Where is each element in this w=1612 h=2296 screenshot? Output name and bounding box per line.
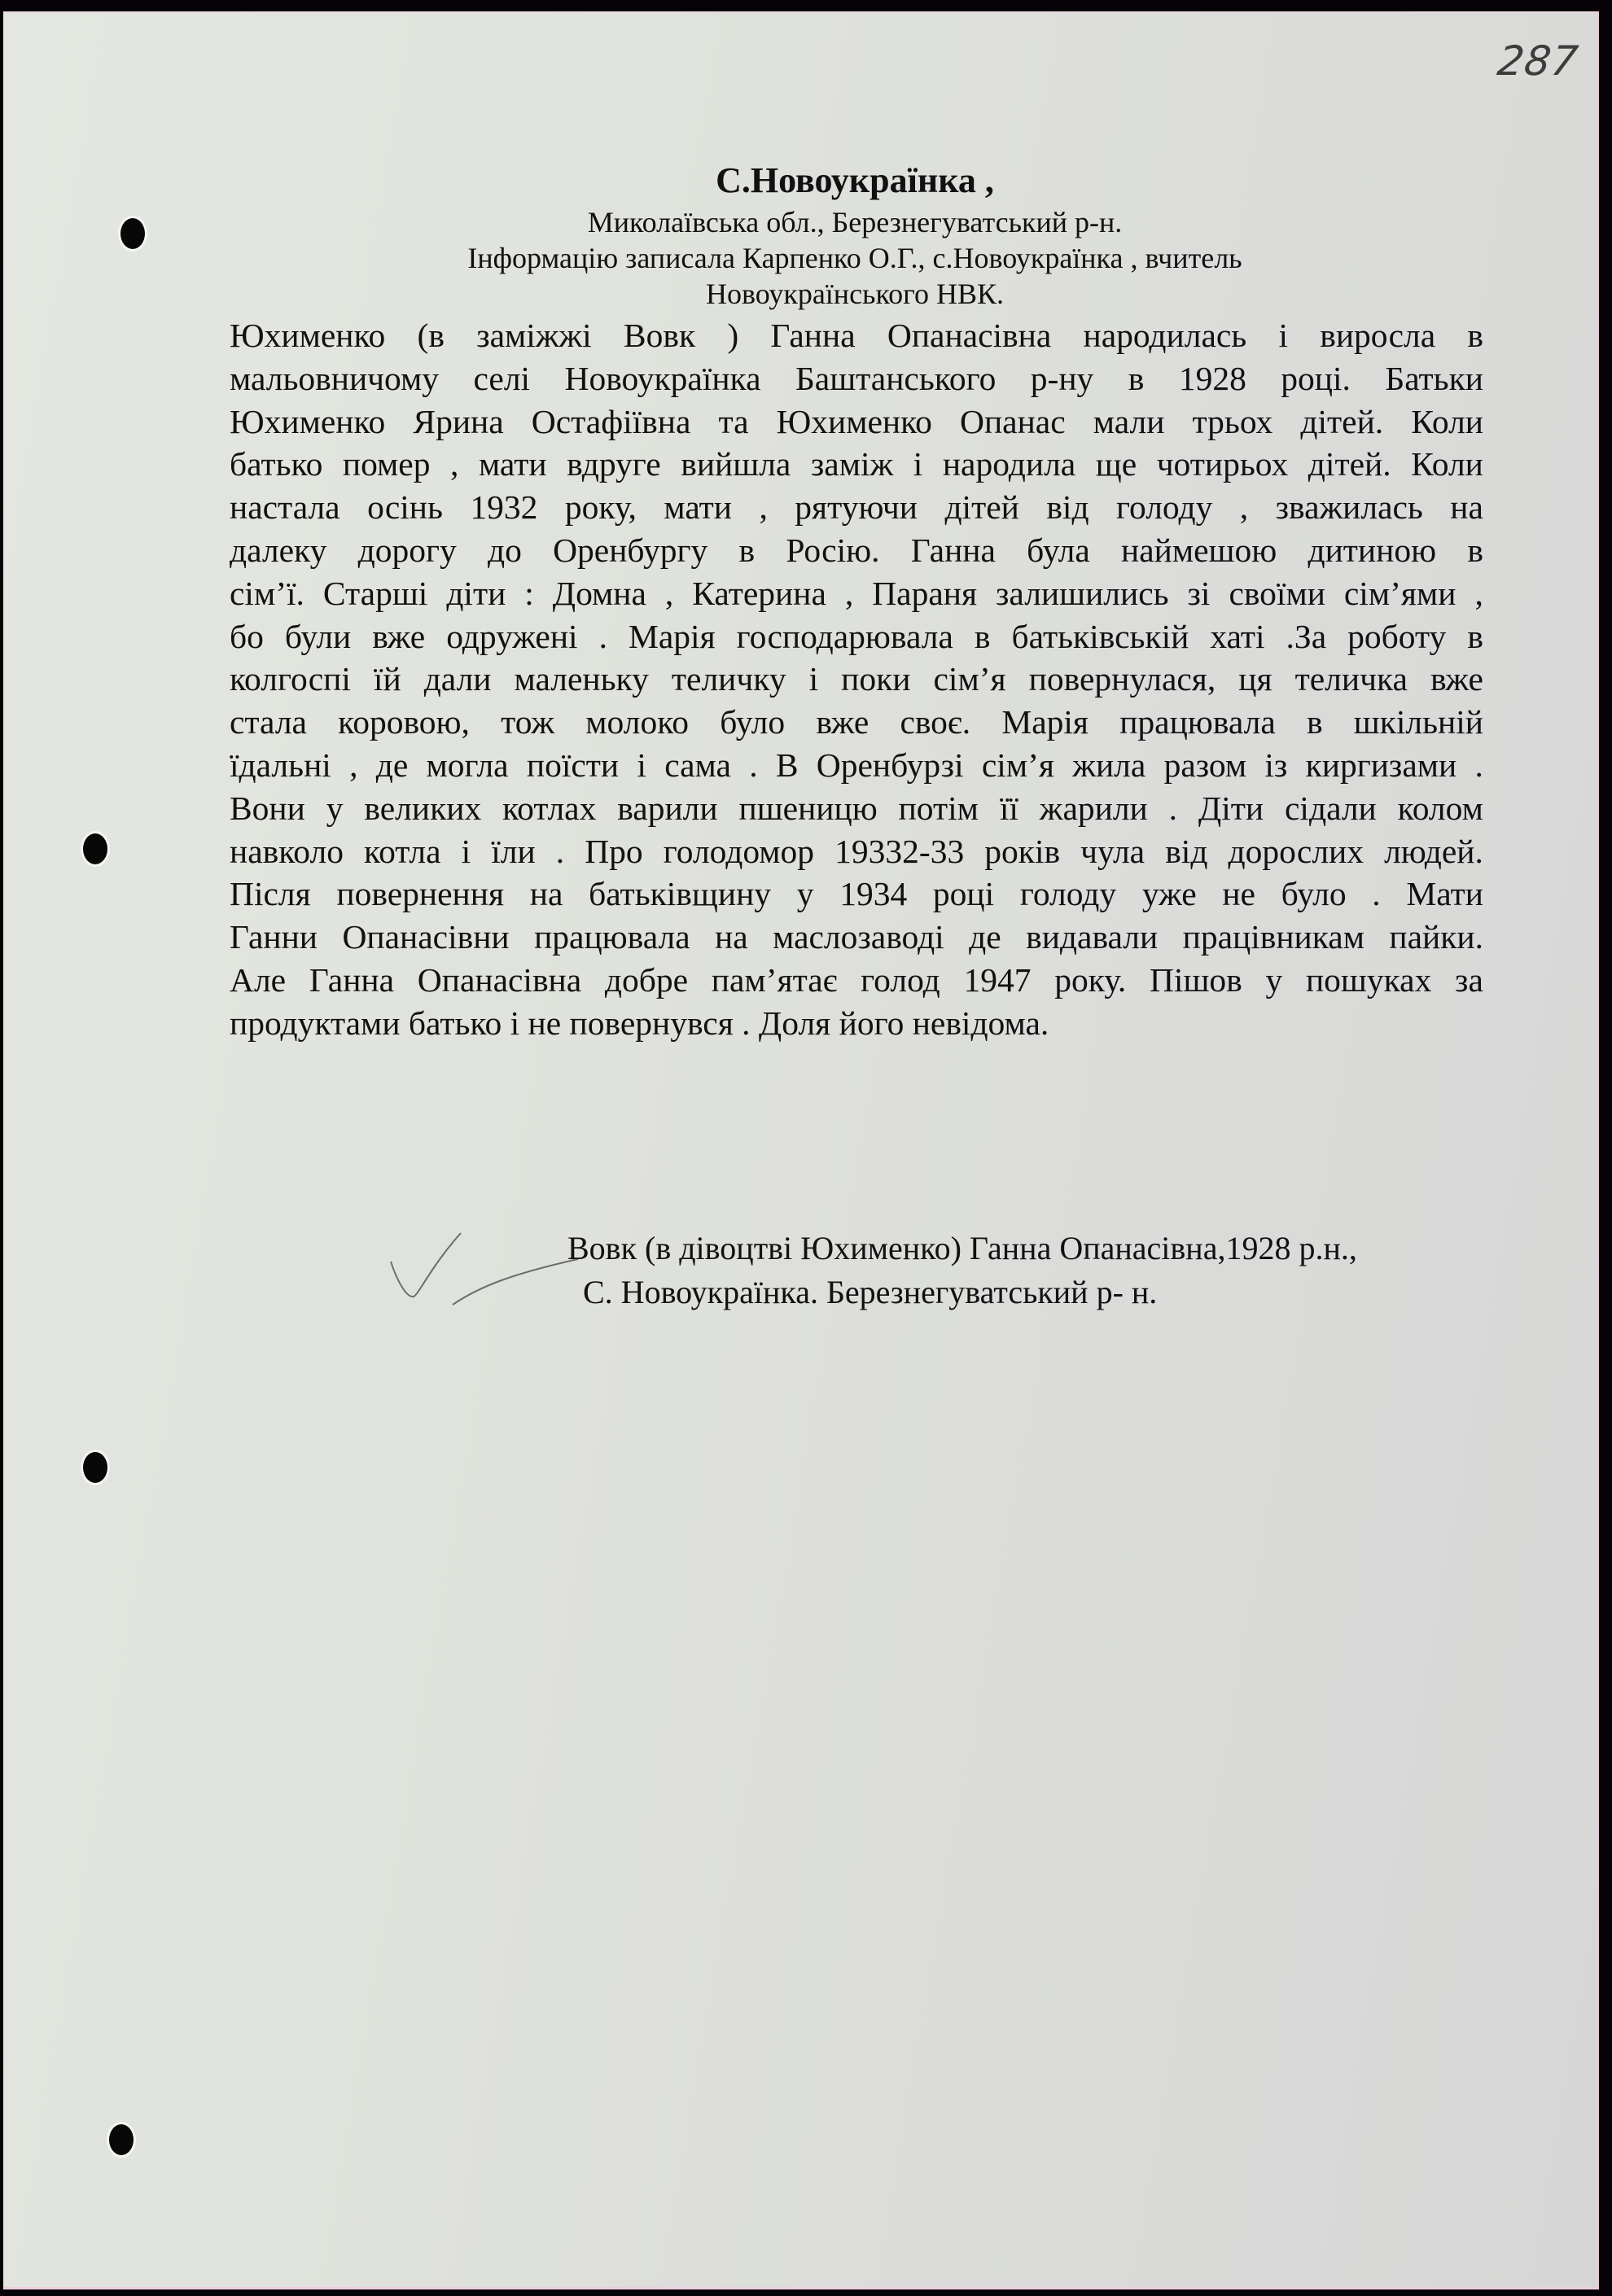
- body-word: Домна: [552, 574, 646, 612]
- body-word: людей.: [1384, 832, 1483, 870]
- body-word: у: [326, 789, 344, 827]
- body-line: [230, 701, 1483, 744]
- body-word: Юхименко: [230, 402, 386, 440]
- body-word: залишились: [996, 574, 1169, 612]
- body-word: рятуючи: [795, 488, 918, 527]
- body-word: .: [749, 746, 758, 784]
- body-word: Опанас: [960, 402, 1066, 440]
- body-word: поїсти: [526, 746, 620, 784]
- body-word: в: [1467, 317, 1483, 354]
- body-word: ,: [1239, 488, 1249, 527]
- body-word: не: [1222, 875, 1255, 913]
- body-word: зі: [1187, 574, 1211, 612]
- body-word: на: [715, 918, 748, 956]
- body-word: 1947: [963, 960, 1032, 999]
- body-word: далеку: [230, 531, 327, 569]
- body-word: року.: [1054, 960, 1127, 999]
- body-word: Ганна: [309, 960, 395, 999]
- body-word: були: [284, 617, 352, 655]
- body-line: [230, 443, 1483, 486]
- body-word: (в: [417, 317, 445, 354]
- body-line: [230, 572, 1483, 615]
- body-word: поки: [841, 660, 911, 698]
- body-word: дітей.: [1308, 445, 1391, 483]
- region-line: Миколаївська обл., Березнегуватський р-н.: [587, 206, 1123, 238]
- body-word: вже: [1430, 660, 1483, 698]
- body-word: Після: [230, 875, 311, 913]
- body-line: [230, 357, 1483, 400]
- body-word: сім’я: [933, 660, 1006, 698]
- body-word: добре: [604, 960, 689, 999]
- body-word: теличка: [1294, 660, 1408, 698]
- body-word: діти: [446, 574, 506, 612]
- body-word: .: [1168, 789, 1178, 827]
- body-word: батько: [230, 445, 323, 483]
- body-word: Ганни: [230, 918, 318, 956]
- body-word: ,: [450, 445, 459, 483]
- body-word: .: [1474, 746, 1483, 784]
- body-line: [230, 959, 1483, 1002]
- body-word: видавали: [1026, 918, 1159, 956]
- body-word: Оренбургу: [553, 531, 708, 569]
- body-word: сім’я: [981, 746, 1055, 784]
- body-word: на: [1450, 488, 1483, 527]
- body-line: [230, 872, 1483, 916]
- body-word: ): [727, 317, 739, 354]
- body-word: і: [637, 746, 646, 784]
- body-word: дітей: [944, 488, 1019, 527]
- body-word: жарили: [1039, 789, 1148, 827]
- body-word: батьківщину: [589, 875, 772, 913]
- body-word: Пішов: [1149, 960, 1242, 999]
- body-line: [230, 400, 1483, 444]
- body-word: великих: [364, 789, 482, 827]
- signature-line-1: Вовк (в дівоцтві Юхименко) Ганна Опанасівна,1928 р.н.,: [567, 1230, 1357, 1266]
- body-word: році: [932, 875, 995, 913]
- body-line: [230, 787, 1483, 830]
- body-word: сама: [664, 746, 731, 784]
- body-word: шкільній: [1353, 703, 1483, 741]
- body-word: Баштанського: [795, 359, 997, 397]
- punch-hole: [83, 1452, 107, 1483]
- body-word: колгоспі: [230, 660, 351, 698]
- testimony-body: [230, 314, 1483, 1045]
- body-word: пайки.: [1389, 918, 1483, 956]
- body-word: в: [1467, 617, 1483, 655]
- body-word: .: [598, 617, 607, 655]
- body-word: вийшла: [681, 445, 791, 483]
- body-word: тож: [501, 703, 555, 741]
- body-word: сім’ї.: [230, 574, 304, 612]
- body-word: народила: [942, 445, 1076, 483]
- body-word: мати: [664, 488, 733, 527]
- body-word: роботу: [1347, 617, 1447, 655]
- body-word: теличку: [671, 660, 786, 698]
- body-line: [230, 529, 1483, 572]
- body-word: де: [969, 918, 1001, 956]
- body-word: за: [1455, 960, 1483, 999]
- body-word: голоду: [1019, 875, 1117, 913]
- body-word: варили: [617, 789, 718, 827]
- body-word: дали: [423, 660, 492, 698]
- body-word: наймешою: [1121, 531, 1277, 569]
- body-word: ,: [844, 574, 854, 612]
- recorded-by-line: Інформацію записала Карпенко О.Г., с.Новоукраїнка , вчитель: [467, 242, 1242, 274]
- body-word: осінь: [367, 488, 443, 527]
- body-word: Опанасівна: [417, 960, 582, 999]
- body-word: Вони: [230, 789, 305, 827]
- body-word: В: [775, 746, 799, 784]
- body-word: 1928: [1178, 359, 1246, 397]
- body-word: років: [984, 832, 1061, 870]
- body-word: .: [1372, 875, 1381, 913]
- body-line: [230, 916, 1483, 959]
- body-word: своїми: [1229, 574, 1325, 612]
- body-word: Новоукраїнка: [564, 359, 761, 397]
- body-word: 1934: [839, 875, 908, 913]
- body-line: [230, 830, 1483, 873]
- body-word: жила: [1072, 746, 1146, 784]
- body-word: хаті: [1210, 617, 1265, 655]
- body-line: [230, 744, 1483, 787]
- body-word: пошуках: [1305, 960, 1432, 999]
- body-word: Юхименко: [230, 317, 386, 354]
- body-word: стала: [230, 703, 307, 741]
- body-word: із: [1264, 746, 1288, 784]
- body-word: заміж: [810, 445, 894, 483]
- body-word: на: [529, 875, 563, 913]
- body-word: заміжжі: [476, 317, 592, 354]
- punch-hole: [83, 833, 107, 864]
- body-word: 1932: [470, 488, 538, 527]
- body-word: Марія: [1001, 703, 1089, 741]
- body-word: батьківській: [1011, 617, 1189, 655]
- body-word: і: [1278, 317, 1288, 354]
- body-word: і: [808, 660, 819, 698]
- body-word: чула: [1080, 832, 1145, 870]
- body-word: котлах: [502, 789, 597, 827]
- body-word: Опанасівна: [887, 317, 1052, 354]
- body-word: ,: [349, 746, 358, 784]
- body-word: у: [1265, 960, 1283, 999]
- body-word: Коли: [1411, 445, 1483, 483]
- body-word: і: [461, 832, 471, 870]
- body-word: .За: [1286, 617, 1327, 655]
- body-word: Марія: [628, 617, 716, 655]
- body-word: було: [720, 703, 786, 741]
- body-word: Параня: [872, 574, 978, 612]
- body-word: коровою,: [338, 703, 470, 741]
- body-word: маслозаводі: [773, 918, 944, 956]
- body-word: дорогу: [357, 531, 457, 569]
- body-word: ,: [664, 574, 674, 612]
- body-word: Остафіївна: [531, 402, 691, 440]
- body-word: їй: [373, 660, 401, 698]
- body-line: продуктами батько і не повернувся . Доля його невідома.: [230, 1004, 1049, 1042]
- body-word: де: [375, 746, 409, 784]
- body-word: пам’ятає: [711, 960, 838, 999]
- body-word: 19332-33: [834, 832, 965, 870]
- body-word: мальовничому: [230, 359, 440, 397]
- body-word: чотирьох: [1156, 445, 1289, 483]
- body-word: ,: [1474, 574, 1483, 612]
- body-word: Про: [585, 832, 643, 870]
- body-word: пшеницю: [738, 789, 878, 827]
- body-word: господарювала: [736, 617, 953, 655]
- body-word: котла: [364, 832, 441, 870]
- body-word: своє.: [900, 703, 971, 741]
- body-word: вдруге: [567, 445, 661, 483]
- body-word: дітей.: [1300, 402, 1384, 440]
- body-word: одружені: [446, 617, 578, 655]
- body-word: працювала: [534, 918, 690, 956]
- body-word: бо: [230, 617, 264, 655]
- body-word: уже: [1141, 875, 1197, 913]
- body-word: селі: [473, 359, 531, 397]
- body-word: мали: [1093, 402, 1165, 440]
- body-word: голоду: [1116, 488, 1213, 527]
- body-word: помер: [342, 445, 431, 483]
- body-word: Але: [230, 960, 287, 999]
- body-word: до: [487, 531, 522, 569]
- body-word: киргизами: [1305, 746, 1457, 784]
- body-word: Вовк: [623, 317, 696, 354]
- body-word: мати: [478, 445, 547, 483]
- body-word: Юхименко: [776, 402, 932, 440]
- body-word: Мати: [1406, 875, 1483, 913]
- signature-line-2: С. Новоукраїнка. Березнегуватський р- н.: [583, 1274, 1158, 1310]
- body-word: зважилась: [1275, 488, 1423, 527]
- body-word: Катерина: [692, 574, 826, 612]
- body-word: сідали: [1285, 789, 1377, 827]
- body-word: їли: [491, 832, 536, 870]
- body-word: її: [999, 789, 1018, 827]
- body-word: колом: [1397, 789, 1483, 827]
- body-word: вже: [816, 703, 870, 741]
- body-word: голод: [861, 960, 940, 999]
- handwritten-page-number: 287: [1494, 37, 1582, 85]
- body-word: маленьку: [514, 660, 649, 698]
- punch-hole: [109, 2124, 134, 2155]
- body-word: їдальні: [230, 746, 331, 784]
- body-word: повернулася,: [1028, 660, 1216, 698]
- body-word: в: [1128, 359, 1145, 397]
- body-word: Старші: [322, 574, 428, 612]
- body-line: [230, 658, 1483, 701]
- body-word: Оренбурзі: [816, 746, 964, 784]
- body-line: [230, 486, 1483, 529]
- body-line: [230, 314, 1483, 357]
- body-word: ,: [759, 488, 768, 527]
- body-word: могла: [426, 746, 509, 784]
- body-word: Діти: [1198, 789, 1264, 827]
- body-word: навколо: [230, 832, 344, 870]
- body-word: Батьки: [1385, 359, 1483, 397]
- body-word: повернення: [336, 875, 505, 913]
- body-word: Росію.: [786, 531, 880, 569]
- body-word: році.: [1281, 359, 1351, 397]
- body-word: було: [1281, 875, 1347, 913]
- body-word: вже: [372, 617, 426, 655]
- body-word: року,: [564, 488, 637, 527]
- body-word: у: [796, 875, 814, 913]
- body-word: дорослих: [1228, 832, 1365, 870]
- body-word: дитиною: [1308, 531, 1437, 569]
- institution-line: Новоукраїнського НВК.: [705, 278, 1005, 310]
- body-word: .: [555, 832, 565, 870]
- body-word: народилась: [1083, 317, 1247, 354]
- body-word: в: [974, 617, 991, 655]
- body-word: :: [524, 574, 534, 612]
- body-word: трьох: [1192, 402, 1273, 440]
- body-word: ще: [1095, 445, 1137, 483]
- body-word: і: [913, 445, 923, 483]
- body-word: від: [1165, 832, 1208, 870]
- body-line: [230, 615, 1483, 658]
- body-word: молоко: [585, 703, 690, 741]
- body-word: настала: [230, 488, 340, 527]
- body-word: разом: [1163, 746, 1247, 784]
- body-word: голодомор: [663, 832, 815, 870]
- body-word: р-ну: [1030, 359, 1094, 397]
- body-word: виросла: [1320, 317, 1436, 354]
- body-word: працювала: [1119, 703, 1276, 741]
- body-word: працівникам: [1182, 918, 1365, 956]
- body-word: Ганна: [770, 317, 856, 354]
- body-word: була: [1027, 531, 1090, 569]
- body-word: та: [718, 402, 749, 440]
- body-word: Ярина: [413, 402, 504, 440]
- body-word: в: [738, 531, 756, 569]
- body-word: Ганна: [910, 531, 996, 569]
- body-word: сім’ями: [1343, 574, 1456, 612]
- body-word: Опанасівни: [342, 918, 510, 956]
- body-word: від: [1046, 488, 1089, 527]
- body-word: ця: [1238, 660, 1273, 698]
- body-word: Коли: [1411, 402, 1483, 440]
- body-word: потім: [898, 789, 979, 827]
- document-title: С.Новоукраїнка ,: [716, 160, 994, 200]
- body-word: в: [1467, 531, 1483, 569]
- body-word: в: [1306, 703, 1323, 741]
